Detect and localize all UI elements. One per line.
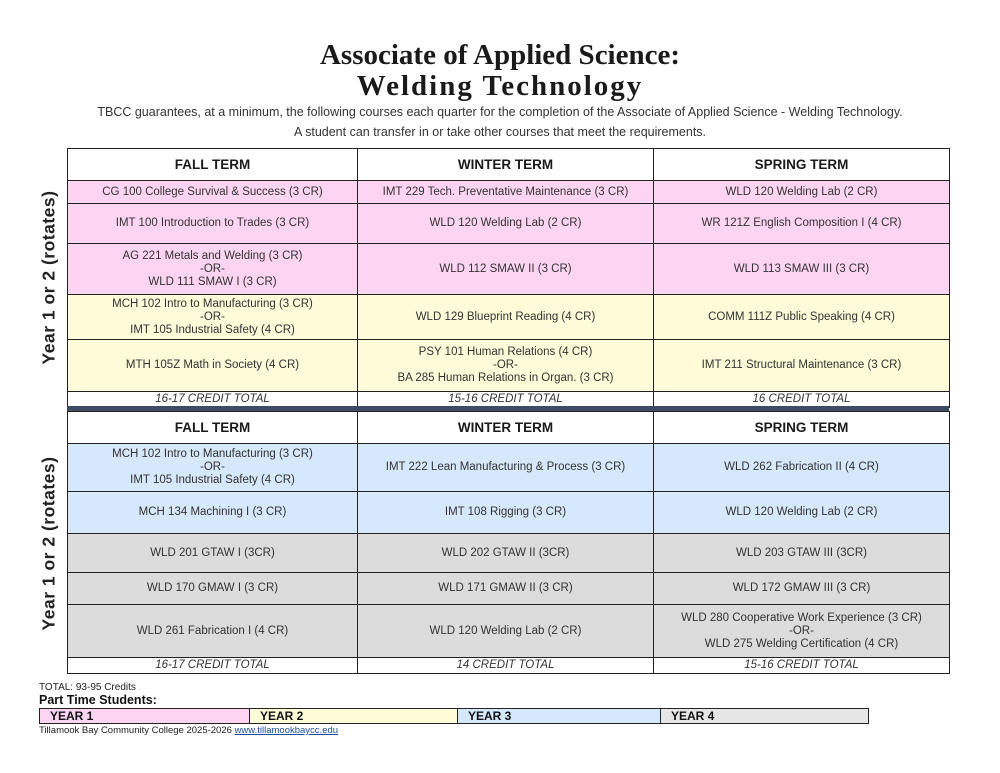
part-time-year-3: YEAR 3 <box>458 709 661 723</box>
college-footer <box>39 725 338 736</box>
header-spring: SPRING TERM <box>654 412 950 444</box>
course-cell: WLD 203 GTAW III (3CR) <box>654 534 950 573</box>
intro-line-2: A student can transfer in or take other courses that meet the requirements. <box>293 125 707 139</box>
header-row <box>68 412 950 444</box>
course-cell: WLD 171 GMAW II (3 CR) <box>358 573 654 605</box>
course-cell: WLD 120 Welding Lab (2 CR) <box>358 605 654 658</box>
credit-total-fall: 16-17 CREDIT TOTAL <box>68 392 358 408</box>
credit-total-spring: 15-16 CREDIT TOTAL <box>654 658 950 674</box>
course-cell: WLD 170 GMAW I (3 CR) <box>68 573 358 605</box>
totals-row <box>68 658 950 674</box>
course-cell: WLD 201 GTAW I (3CR) <box>68 534 358 573</box>
title-line-1: Associate of Applied Science: <box>319 39 681 71</box>
part-time-title: Part Time Students: <box>39 693 157 707</box>
course-cell: IMT 211 Structural Maintenance (3 CR) <box>654 340 950 392</box>
page-title <box>0 40 1000 102</box>
course-cell: WLD 262 Fabrication II (4 CR) <box>654 444 950 492</box>
year-block-1-table <box>67 148 950 408</box>
credit-total-fall: 16-17 CREDIT TOTAL <box>68 658 358 674</box>
part-time-year-4: YEAR 4 <box>661 709 868 723</box>
course-cell: WLD 202 GTAW II (3CR) <box>358 534 654 573</box>
course-cell: PSY 101 Human Relations (4 CR) -OR- BA 285 Human Relations in Organ. (3 CR) <box>358 340 654 392</box>
title-line-2: Welding Technology <box>356 70 644 102</box>
table-row <box>68 444 950 492</box>
course-cell: WLD 280 Cooperative Work Experience (3 CR) -OR- WLD 275 Welding Certification (4 CR) <box>654 605 950 658</box>
course-cell: WLD 112 SMAW II (3 CR) <box>358 244 654 295</box>
course-cell: MTH 105Z Math in Society (4 CR) <box>68 340 358 392</box>
part-time-year-1: YEAR 1 <box>40 709 250 723</box>
course-cell: COMM 111Z Public Speaking (4 CR) <box>654 295 950 340</box>
side-label-text: Year 1 or 2 (rotates) <box>38 190 59 364</box>
table-row <box>68 573 950 605</box>
table-row <box>68 340 950 392</box>
course-cell: CG 100 College Survival & Success (3 CR) <box>68 181 358 204</box>
credit-total-winter: 15-16 CREDIT TOTAL <box>358 392 654 408</box>
side-label-text: Year 1 or 2 (rotates) <box>38 456 59 631</box>
course-cell: WLD 120 Welding Lab (2 CR) <box>654 181 950 204</box>
header-spring: SPRING TERM <box>654 149 950 181</box>
table-row <box>68 605 950 658</box>
table-row <box>68 492 950 534</box>
intro-line-1: TBCC guarantees, at a minimum, the following courses each quarter for the completion of the Associate of Applied Science - Welding Technology. <box>97 105 903 119</box>
course-cell: WLD 120 Welding Lab (2 CR) <box>654 492 950 534</box>
course-cell: MCH 102 Intro to Manufacturing (3 CR) -OR- IMT 105 Industrial Safety (4 CR) <box>68 444 358 492</box>
part-time-legend <box>39 708 869 724</box>
credit-total-winter: 14 CREDIT TOTAL <box>358 658 654 674</box>
course-cell: MCH 134 Machining I (3 CR) <box>68 492 358 534</box>
course-cell: IMT 100 Introduction to Trades (3 CR) <box>68 204 358 244</box>
table-row <box>68 204 950 244</box>
year-block-2-side-label <box>34 411 64 676</box>
table-row <box>68 181 950 204</box>
header-winter: WINTER TERM <box>358 149 654 181</box>
course-cell: WLD 172 GMAW III (3 CR) <box>654 573 950 605</box>
header-fall: FALL TERM <box>68 412 358 444</box>
table-row <box>68 295 950 340</box>
course-cell: AG 221 Metals and Welding (3 CR) -OR- WLD 111 SMAW I (3 CR) <box>68 244 358 295</box>
college-website-link[interactable]: www.tillamookbaycc.edu <box>234 725 339 736</box>
course-cell: IMT 222 Lean Manufacturing & Process (3 CR) <box>358 444 654 492</box>
table-row <box>68 534 950 573</box>
year-block-2-table <box>67 411 950 674</box>
header-fall: FALL TERM <box>68 149 358 181</box>
header-row <box>68 149 950 181</box>
course-cell: WR 121Z English Composition I (4 CR) <box>654 204 950 244</box>
course-cell: WLD 113 SMAW III (3 CR) <box>654 244 950 295</box>
course-cell: WLD 129 Blueprint Reading (4 CR) <box>358 295 654 340</box>
credit-total-spring: 16 CREDIT TOTAL <box>654 392 950 408</box>
college-name: Tillamook Bay Community College 2025-2026 <box>39 725 232 736</box>
course-cell: WLD 261 Fabrication I (4 CR) <box>68 605 358 658</box>
course-cell: MCH 102 Intro to Manufacturing (3 CR) -OR- IMT 105 Industrial Safety (4 CR) <box>68 295 358 340</box>
course-cell: IMT 229 Tech. Preventative Maintenance (3 CR) <box>358 181 654 204</box>
year-block-1-side-label <box>34 148 64 406</box>
table-row <box>68 244 950 295</box>
header-winter: WINTER TERM <box>358 412 654 444</box>
part-time-year-2: YEAR 2 <box>250 709 458 723</box>
total-credits: TOTAL: 93-95 Credits <box>39 682 136 693</box>
course-cell: IMT 108 Rigging (3 CR) <box>358 492 654 534</box>
course-cell: WLD 120 Welding Lab (2 CR) <box>358 204 654 244</box>
